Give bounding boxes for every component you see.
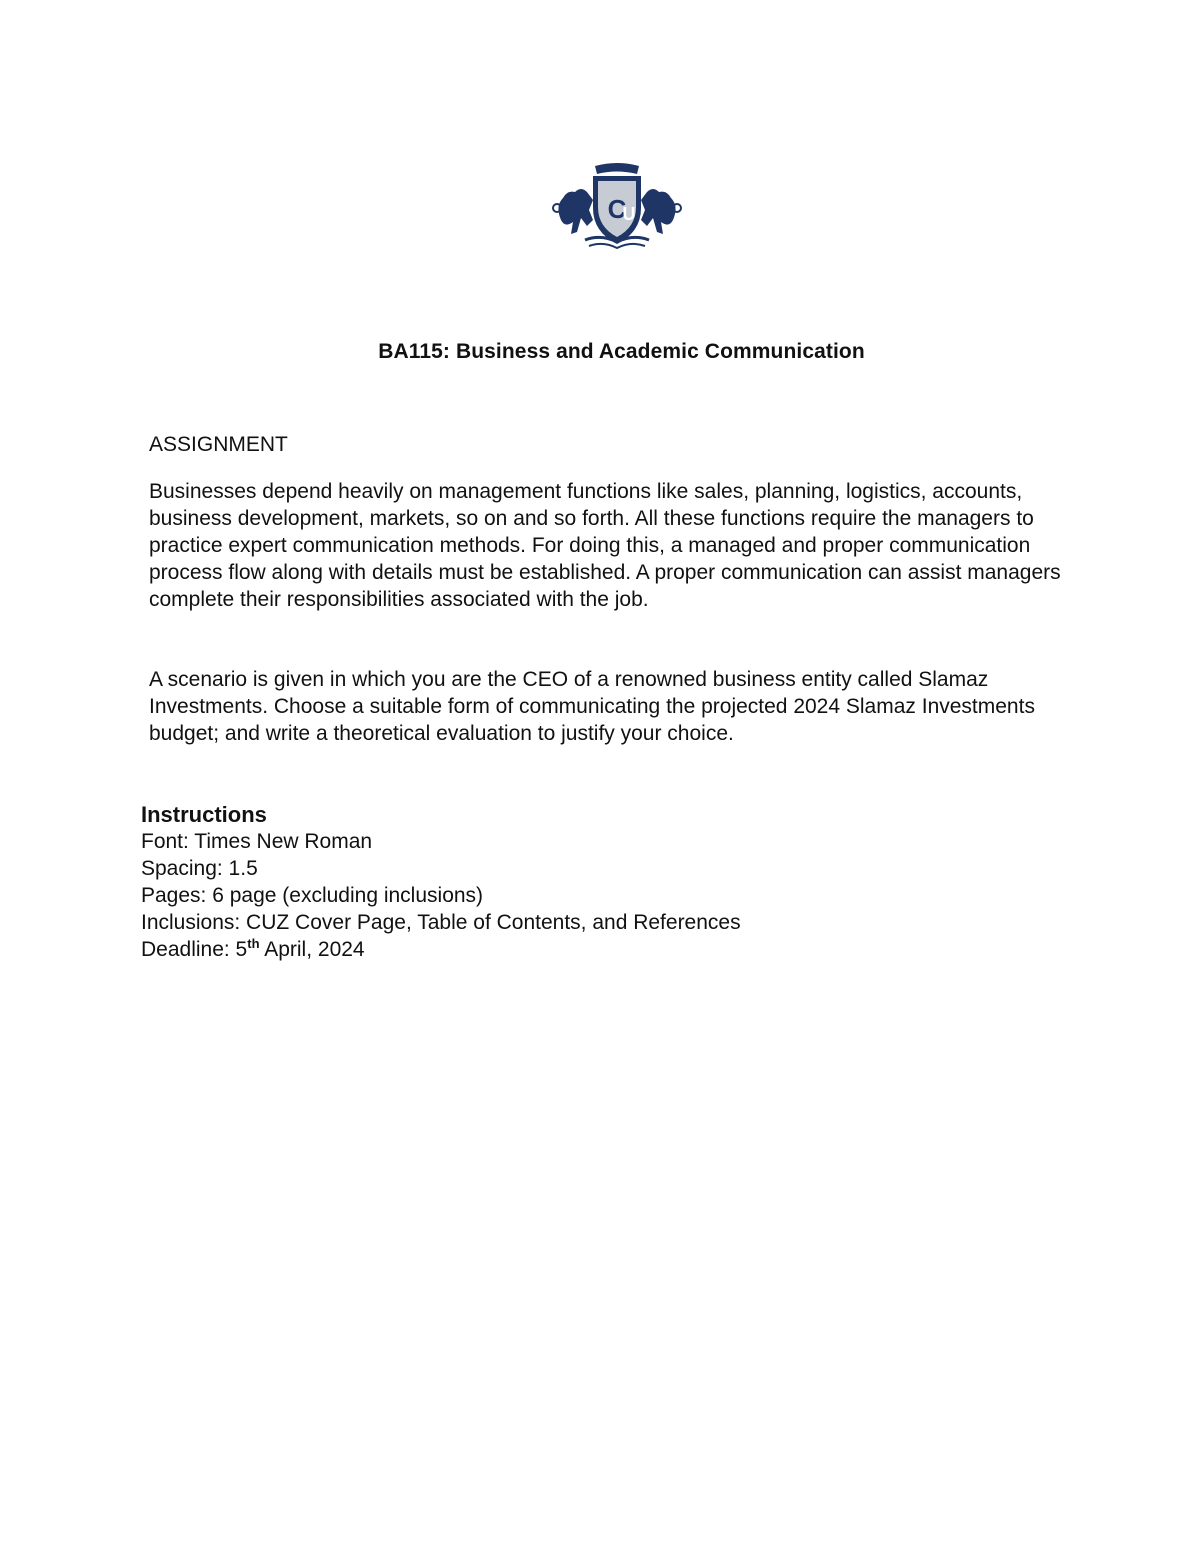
instructions-heading: Instructions [141, 802, 267, 827]
university-crest-icon [547, 160, 687, 305]
instructions-deadline [141, 936, 741, 963]
deadline-prefix: Deadline: 5 [141, 938, 248, 961]
cavendish-university-logo [547, 160, 687, 305]
instructions-spacing: Spacing: 1.5 [141, 857, 258, 880]
instructions-font: Font: Times New Roman [141, 830, 373, 853]
course-title: BA115: Business and Academic Communication [378, 340, 865, 363]
assignment-paragraph-1: Businesses depend heavily on management functions like sales, planning, logistics, accounts, business development, markets, so on and so forth. All these functions require the managers to practice expert communication methods. For doing this, a managed and proper communication process flow along with details must be established. A proper communication can assist managers complete their responsibilities associated with the job. [149, 480, 1061, 611]
deadline-suffix: April, 2024 [259, 938, 365, 961]
instructions-inclusions: Inclusions: CUZ Cover Page, Table of Contents, and References [141, 911, 741, 934]
deadline-superscript: th [247, 936, 260, 951]
instructions-pages: Pages: 6 page (excluding inclusions) [141, 884, 484, 907]
assignment-heading: ASSIGNMENT [149, 433, 288, 456]
assignment-paragraph-2: A scenario is given in which you are the CEO of a renowned business entity called Slamaz Investments. Choose a suitable form of communicating the projected 2024 Slamaz Investments budget; and write a theoretical evaluation to justify your choice. [149, 668, 1035, 745]
instructions-block [141, 801, 741, 963]
svg-text:U: U [622, 204, 636, 224]
svg-text:C: C [607, 194, 627, 224]
